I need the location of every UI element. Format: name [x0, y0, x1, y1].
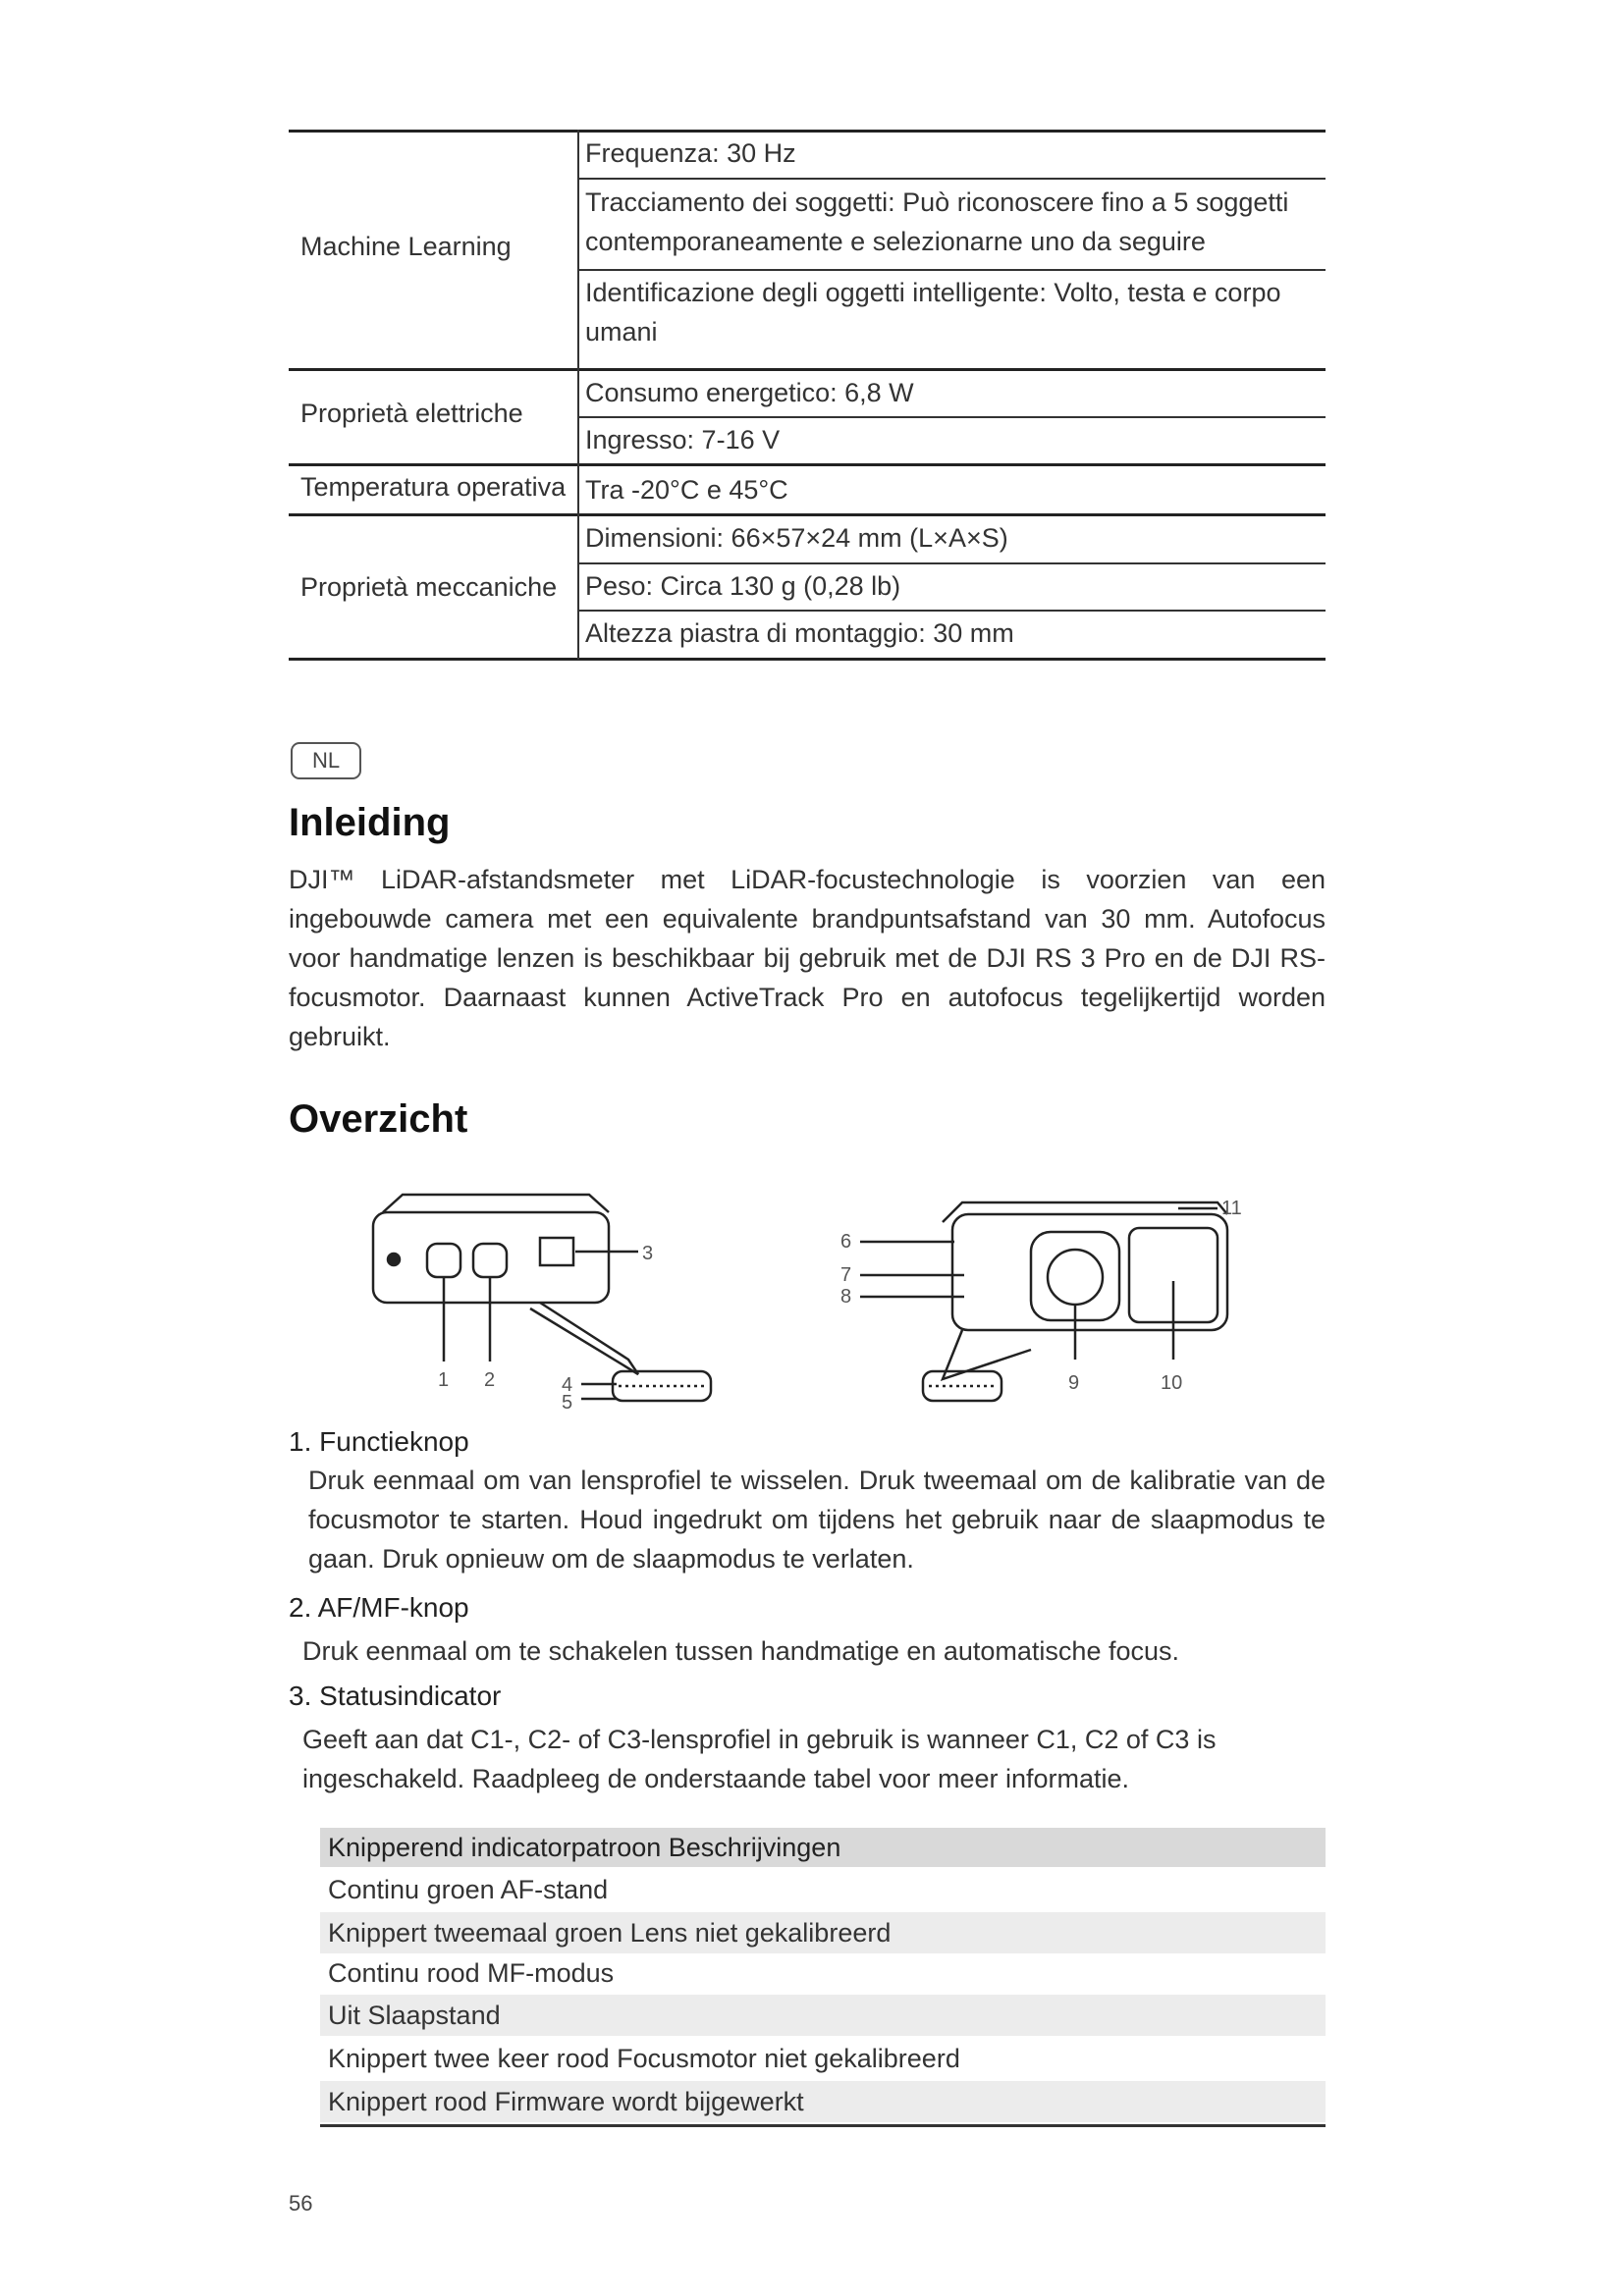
spec-value: Identificazione degli oggetti intelligente: Volto, testa e corpo umani: [585, 278, 1281, 347]
callout-label: 7: [840, 1264, 852, 1286]
item-number: 3.: [289, 1681, 312, 1711]
item-3-text: Geeft aan dat C1-, C2- of C3-lensprofiel in gebruik is wanneer C1, C2 of C3 is ingeschakeld. Raadpleeg de onderstaande tabel voor meer informatie.: [302, 1725, 1217, 1793]
table-rule: [579, 416, 1326, 418]
table-rule: [289, 368, 1326, 371]
table-rule: [289, 658, 1326, 661]
item-number: 1.: [289, 1426, 312, 1457]
item-title: Functieknop: [319, 1426, 469, 1457]
callout-label: 6: [840, 1231, 852, 1253]
spec-label: Temperatura operativa: [300, 472, 567, 502]
spec-value: Altezza piastra di montaggio: 30 mm: [585, 618, 1014, 648]
spec-value: Tracciamento dei soggetti: Può riconoscere fino a 5 soggetti contemporaneamente e selezionarne uno da seguire: [585, 187, 1289, 256]
spec-label: Proprietà meccaniche: [300, 572, 558, 602]
item-3-title: [289, 1681, 501, 1712]
intro-title: Inleiding: [289, 801, 451, 844]
callout-label: 10: [1161, 1372, 1183, 1394]
table-row: Uit Slaapstand: [320, 1995, 1326, 2036]
table-row: Continu rood MF-modus: [328, 1957, 615, 1988]
spec-label: Proprietà elettriche: [300, 399, 523, 428]
callout-label: 5: [562, 1392, 573, 1414]
callout-label: 3: [642, 1243, 654, 1264]
table-row: Knippert rood Firmware wordt bijgewerkt: [320, 2081, 1326, 2122]
spec-value: Tra -20°C e 45°C: [585, 475, 788, 505]
spec-label: Machine Learning: [300, 232, 512, 261]
table-row: Knippert tweemaal groen Lens niet gekalibreerd: [320, 1912, 1326, 1953]
item-2-text: Druk eenmaal om te schakelen tussen handmatige en automatische focus.: [302, 1636, 1180, 1666]
device-top-left: [383, 1195, 609, 1212]
device-illustration: [353, 1193, 1257, 1428]
callout-label: 11: [1221, 1198, 1242, 1219]
spec-value: Consumo energetico: 6,8 W: [585, 378, 914, 407]
overview-title: Overzicht: [289, 1097, 468, 1141]
status-indicator: [540, 1238, 573, 1265]
item-title: AF/MF-knop: [317, 1592, 469, 1623]
device-top-right: [943, 1202, 1227, 1222]
item-title: Statusindicator: [319, 1681, 502, 1711]
function-button: [427, 1244, 460, 1277]
callout-label: 2: [484, 1369, 496, 1391]
item-number: 2.: [289, 1592, 312, 1623]
mount-knob-right: [923, 1371, 1001, 1401]
table-divider: [577, 130, 579, 660]
spec-value: Frequenza: 30 Hz: [585, 138, 796, 168]
page-number: 56: [289, 2191, 313, 2216]
port-icon: [388, 1254, 400, 1265]
callout-label: 4: [562, 1374, 573, 1396]
indicator-table-header: Knipperend indicatorpatroon Beschrijvingen: [320, 1828, 1326, 1867]
af-mf-button: [473, 1244, 507, 1277]
table-rule: [289, 513, 1326, 516]
callout-label: 9: [1068, 1372, 1080, 1394]
spec-value: Dimensioni: 66×57×24 mm (L×A×S): [585, 523, 1008, 553]
item-2-title: [289, 1592, 469, 1624]
table-rule: [579, 178, 1326, 180]
table-row: Continu groen AF-stand: [328, 1874, 609, 1904]
intro-paragraph: DJI™ LiDAR-afstandsmeter met LiDAR-focustechnologie is voorzien van een ingebouwde camera met een equivalente brandpuntsafstand van 30 mm. Autofocus voor handmatige lenzen is beschikbaar bij gebruik met de DJI RS 3 Pro en de DJI RS-focusmotor. Daarnaast kunnen ActiveTrack Pro en autofocus tegelijkertijd worden gebruikt.: [289, 865, 1326, 1051]
language-badge: NL: [291, 742, 361, 779]
table-rule: [579, 610, 1326, 612]
table-rule: [320, 2124, 1326, 2127]
table-rule: [579, 269, 1326, 271]
table-row: Knippert twee keer rood Focusmotor niet gekalibreerd: [328, 2043, 960, 2073]
table-rule: [289, 463, 1326, 466]
camera-lens: [1048, 1250, 1103, 1305]
table-rule: [289, 130, 1326, 133]
item-1-text: Druk eenmaal om van lensprofiel te wisselen. Druk tweemaal om de kalibratie van de focusmotor te starten. Houd ingedrukt om tijdens het gebruik naar de slaapmodus te gaan. Druk opnieuw om de slaapmodus te verlaten.: [308, 1466, 1326, 1574]
callout-label: 1: [438, 1369, 450, 1391]
spec-value: Peso: Circa 130 g (0,28 lb): [585, 571, 901, 601]
spec-value: Ingresso: 7-16 V: [585, 425, 781, 454]
table-rule: [579, 562, 1326, 564]
item-1-title: [289, 1426, 469, 1458]
mount-arm-left: [530, 1303, 638, 1374]
callout-label: 8: [840, 1286, 852, 1308]
